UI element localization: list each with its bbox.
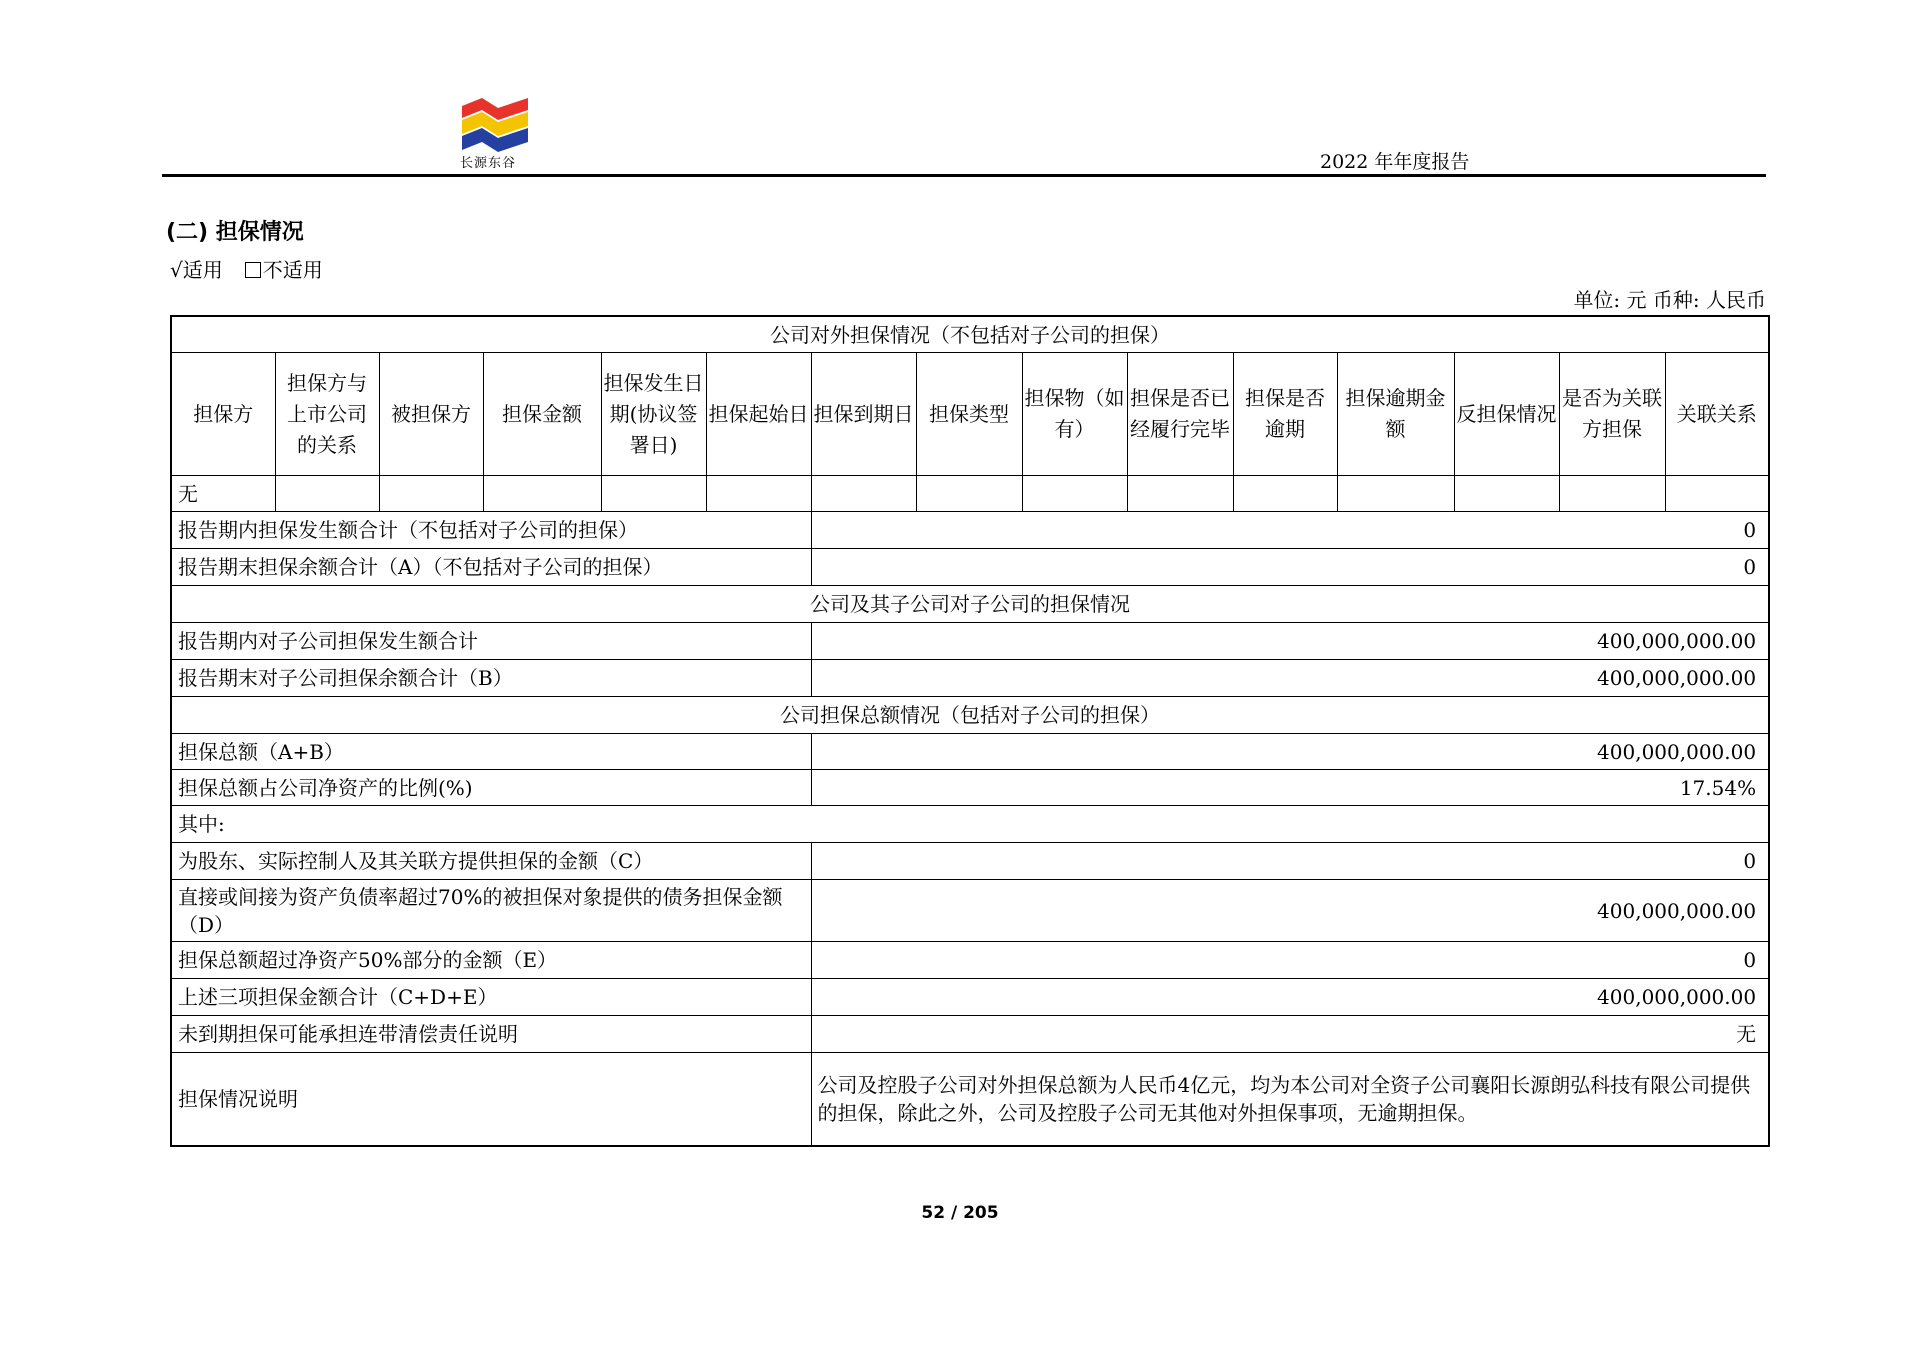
row-label: 未到期担保可能承担连带清偿责任说明 (171, 1016, 811, 1053)
row-label: 担保情况说明 (171, 1053, 811, 1147)
table-row (171, 476, 1769, 512)
total-guarantee-title: 公司担保总额情况（包括对子公司的担保） (171, 697, 1769, 734)
row-label: 报告期末担保余额合计（A）（不包括对子公司的担保） (171, 549, 811, 586)
row-label: 为股东、实际控制人及其关联方提供担保的金额（C） (171, 843, 811, 880)
table-row (171, 942, 1769, 979)
row-value: 17.54% (811, 770, 1769, 806)
applicable-label: √适用 (170, 258, 223, 282)
row-value: 0 (811, 512, 1769, 549)
of-which-label: 其中: (171, 806, 1769, 843)
column-header: 关联关系 (1665, 353, 1769, 476)
external-guarantee-title: 公司对外担保情况（不包括对子公司的担保） (171, 316, 1769, 353)
table-row (171, 843, 1769, 880)
table-cell: 无 (171, 476, 275, 512)
column-header: 担保方 (171, 353, 275, 476)
row-label: 报告期内担保发生额合计（不包括对子公司的担保） (171, 512, 811, 549)
table-row (171, 979, 1769, 1016)
column-header: 担保逾期金额 (1337, 353, 1454, 476)
logo-text: 长源东谷 (460, 156, 517, 171)
table-row (171, 660, 1769, 697)
row-label: 报告期末对子公司担保余额合计（B） (171, 660, 811, 697)
row-label: 报告期内对子公司担保发生额合计 (171, 623, 811, 660)
row-label: 担保总额占公司净资产的比例(%) (171, 770, 811, 806)
column-header: 担保是否逾期 (1233, 353, 1337, 476)
row-label: 担保总额（A+B） (171, 734, 811, 770)
row-value: 无 (811, 1016, 1769, 1053)
column-header: 担保方与上市公司的关系 (275, 353, 379, 476)
column-header: 担保起始日 (706, 353, 811, 476)
row-label: 担保总额超过净资产50%部分的金额（E） (171, 942, 811, 979)
subsidiary-guarantee-title: 公司及其子公司对子公司的担保情况 (171, 586, 1769, 623)
table-row (171, 770, 1769, 806)
table-row (171, 734, 1769, 770)
guarantee-note-text: 公司及控股子公司对外担保总额为人民币4亿元，均为本公司对全资子公司襄阳长源朗弘科技有限公司提供的担保，除此之外，公司及控股子公司无其他对外担保事项，无逾期担保。 (811, 1053, 1769, 1147)
column-header: 担保发生日期(协议签署日) (601, 353, 706, 476)
page-number: 52 / 205 (921, 1203, 999, 1223)
unit-currency-note: 单位: 元 币种: 人民币 (1573, 288, 1766, 312)
table-row (171, 880, 1769, 942)
table-row (171, 623, 1769, 660)
table-row (171, 1016, 1769, 1053)
table-row (171, 512, 1769, 549)
checkbox-empty-icon (245, 262, 261, 278)
row-value: 0 (811, 549, 1769, 586)
table-row (171, 549, 1769, 586)
row-label: 直接或间接为资产负债率超过70%的被担保对象提供的债务担保金额（D） (171, 880, 811, 942)
row-value: 400,000,000.00 (811, 660, 1769, 697)
column-header: 担保物（如有） (1022, 353, 1127, 476)
column-header: 是否为关联方担保 (1559, 353, 1665, 476)
column-header: 担保是否已经履行完毕 (1127, 353, 1233, 476)
table-row (171, 1053, 1769, 1147)
guarantee-table (170, 315, 1770, 1147)
column-header: 担保类型 (916, 353, 1022, 476)
column-header: 担保到期日 (811, 353, 916, 476)
not-applicable-label: 不适用 (262, 258, 323, 282)
row-value: 400,000,000.00 (811, 623, 1769, 660)
applicability-line (170, 254, 323, 283)
column-header: 担保金额 (483, 353, 601, 476)
column-header: 被担保方 (379, 353, 483, 476)
row-value: 0 (811, 942, 1769, 979)
column-header: 反担保情况 (1454, 353, 1559, 476)
row-value: 400,000,000.00 (811, 880, 1769, 942)
row-value: 400,000,000.00 (811, 979, 1769, 1016)
report-title: 2022 年年度报告 (1320, 151, 1470, 173)
section-heading: (二) 担保情况 (166, 220, 304, 245)
row-label: 上述三项担保金额合计（C+D+E） (171, 979, 811, 1016)
header-divider (162, 174, 1766, 177)
row-value: 0 (811, 843, 1769, 880)
row-value: 400,000,000.00 (811, 734, 1769, 770)
